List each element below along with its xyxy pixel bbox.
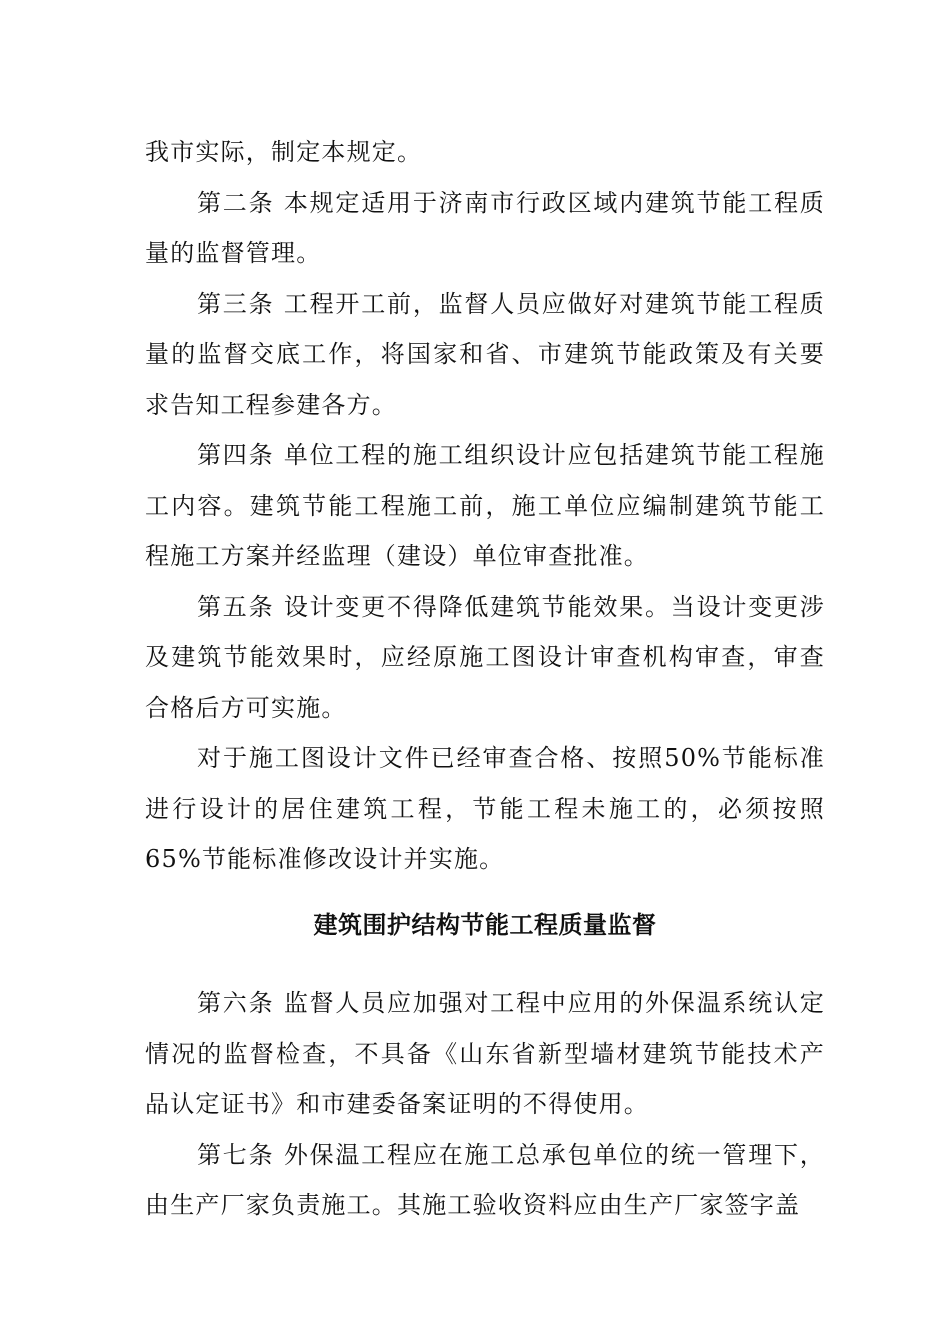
article-4: 第四条 单位工程的施工组织设计应包括建筑节能工程施工内容。建筑节能工程施工前，施工单位应编制建筑节能工程施工方案并经监理（建设）单位审查批准。 — [145, 441, 825, 570]
article-7: 第七条 外保温工程应在施工总承包单位的统一管理下，由生产厂家负责施工。其施工验收资料应由生产厂家签字盖 — [145, 1140, 825, 1219]
article-5-supplement: 对于施工图设计文件已经审查合格、按照50%节能标准进行设计的居住建筑工程，节能工程未施工的，必须按照65%节能标准修改设计并实施。 — [145, 744, 825, 873]
paragraph-continuation: 我市实际，制定本规定。 — [145, 138, 423, 166]
body-text-lower — [145, 978, 825, 1231]
body-text-upper — [145, 127, 825, 885]
article-5: 第五条 设计变更不得降低建筑节能效果。当设计变更涉及建筑节能效果时，应经原施工图设计审查机构审查，审查合格后方可实施。 — [145, 592, 825, 722]
section-heading: 建筑围护结构节能工程质量监督 — [313, 911, 657, 939]
article-3: 第三条 工程开工前，监督人员应做好对建筑节能工程质量的监督交底工作，将国家和省、市建筑节能政策及有关要求告知工程参建各方。 — [145, 289, 825, 419]
article-6: 第六条 监督人员应加强对工程中应用的外保温系统认定情况的监督检查，不具备《山东省新型墙材建筑节能技术产品认定证书》和市建委备案证明的不得使用。 — [145, 989, 825, 1118]
article-2: 第二条 本规定适用于济南市行政区域内建筑节能工程质量的监督管理。 — [145, 188, 825, 267]
